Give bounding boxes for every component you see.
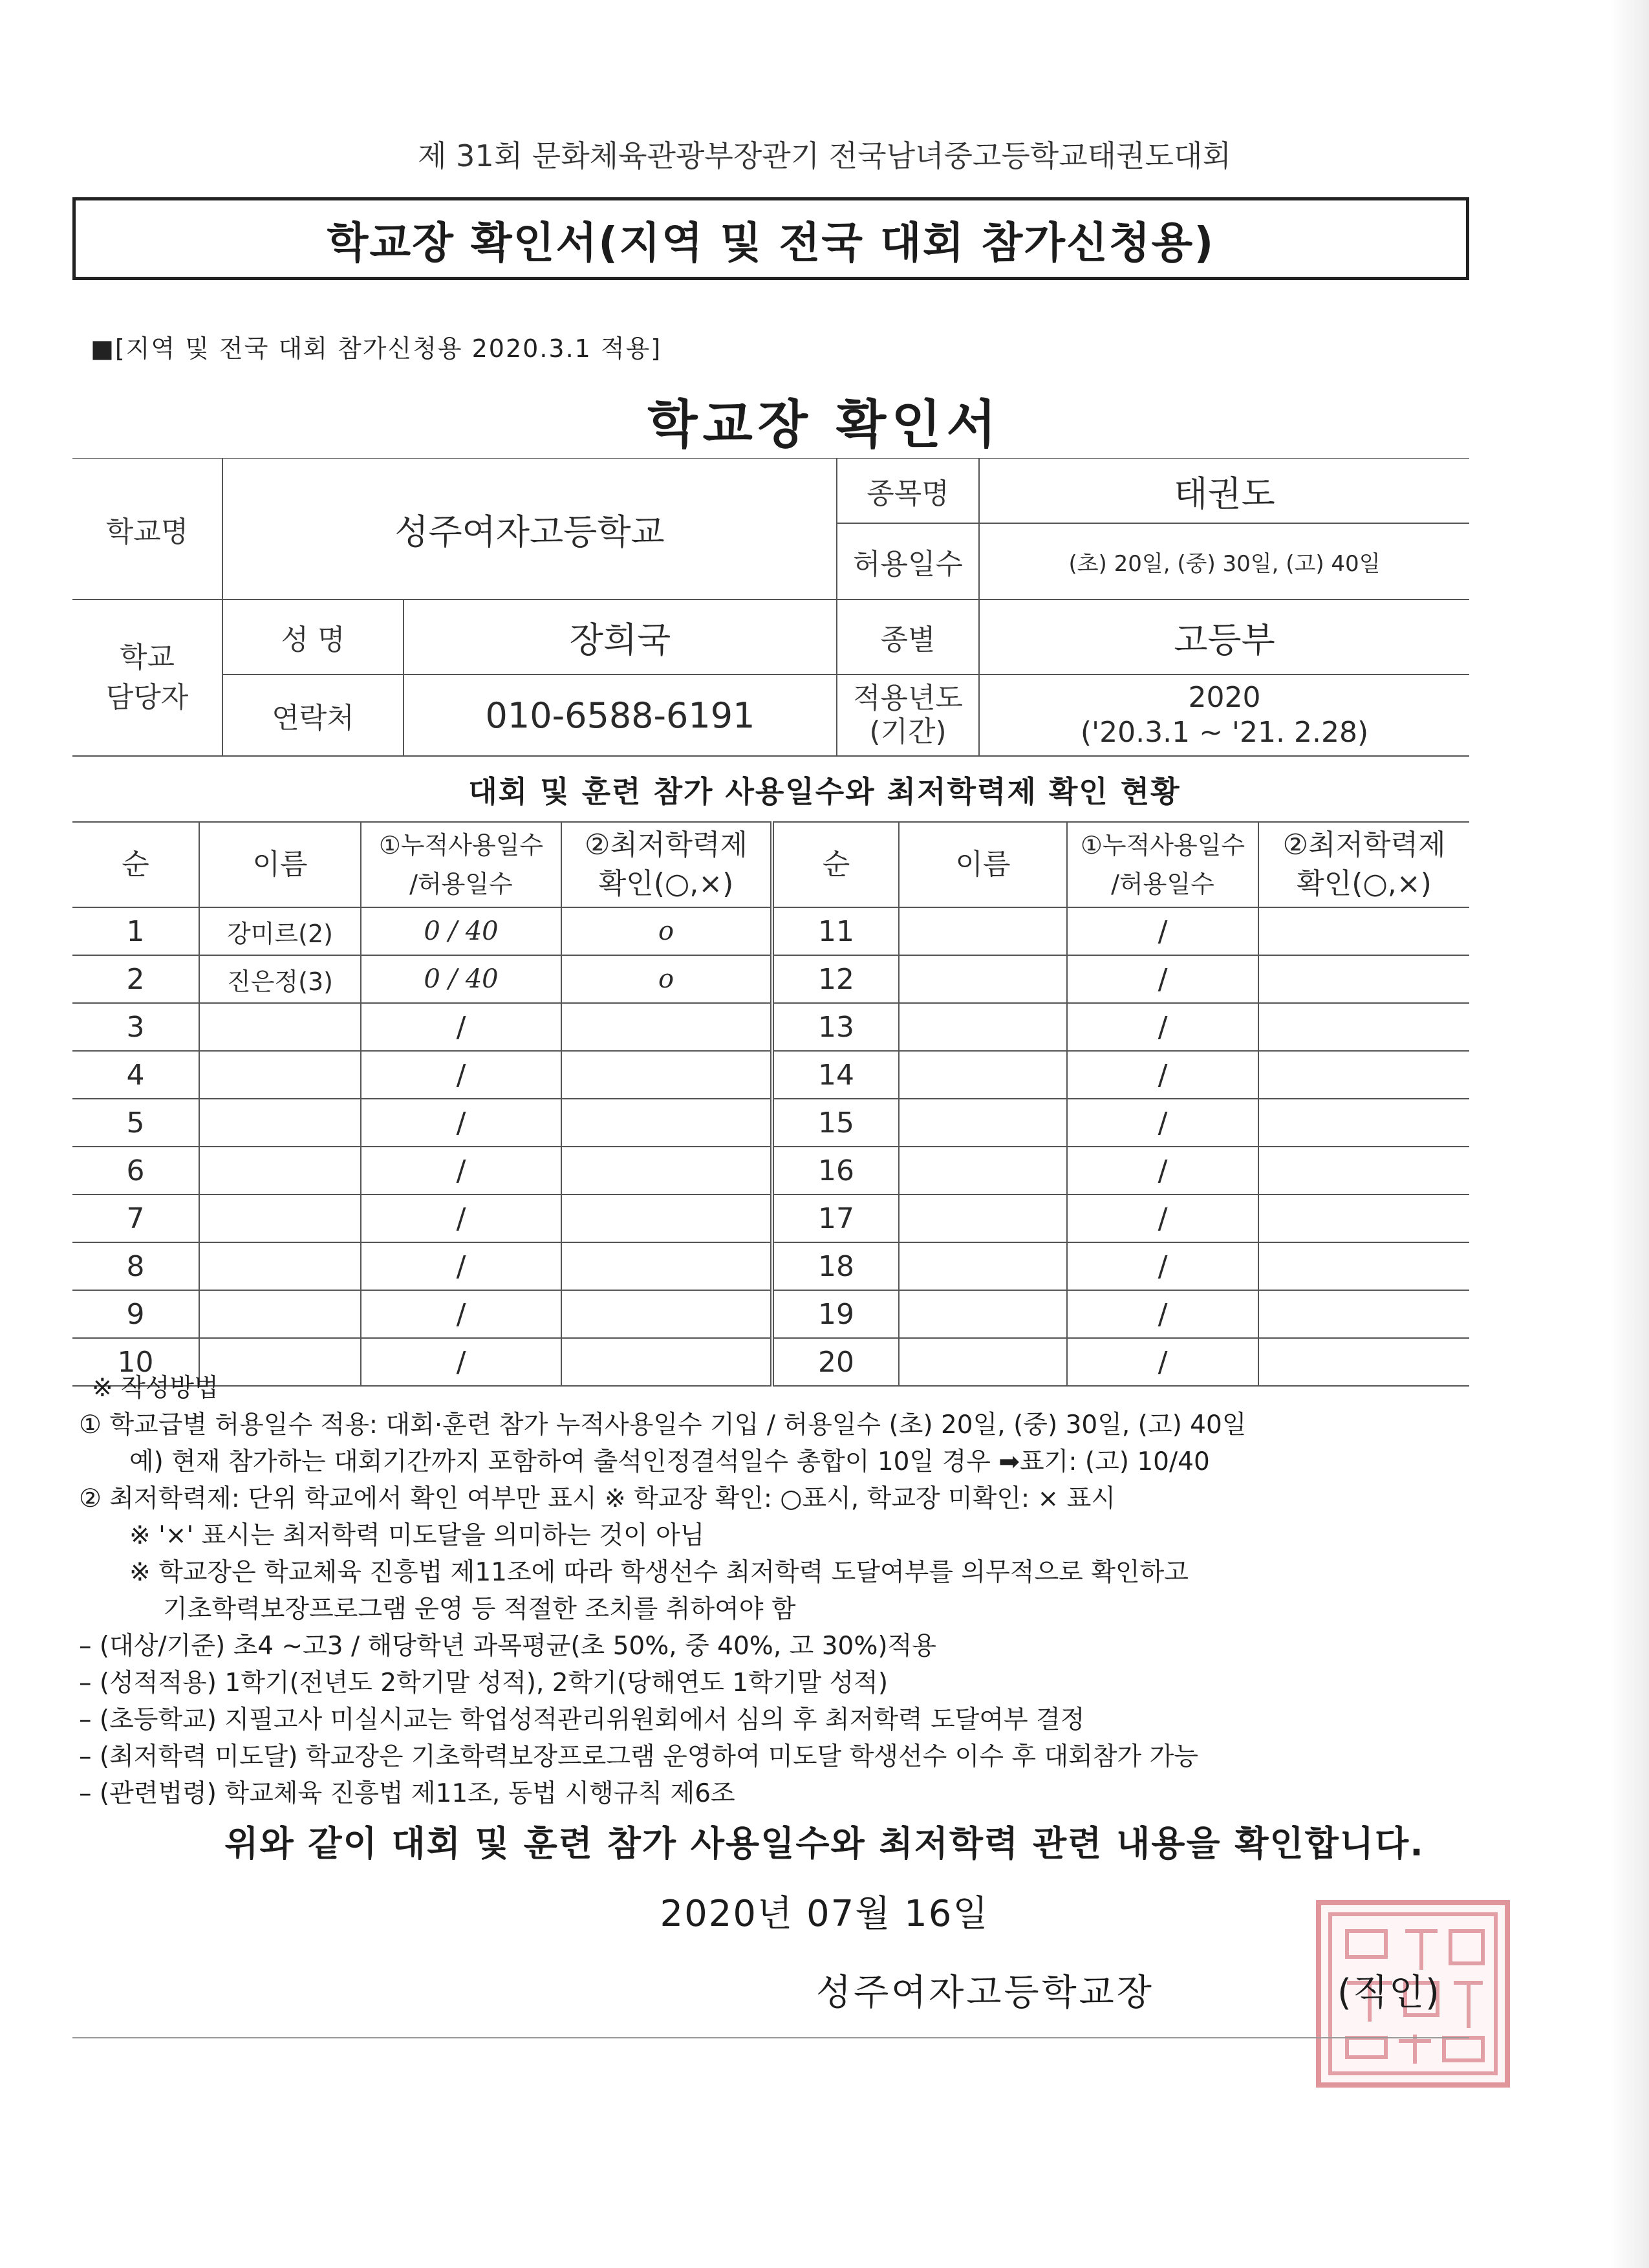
academic-check [561,1194,772,1242]
school-info-table [72,458,1469,757]
name-label: 성 명 [222,599,404,675]
days-used: / [1067,1242,1258,1290]
athlete-name [899,1099,1067,1147]
days-used: 0 / 40 [361,955,561,1003]
academic-check [1258,1242,1469,1290]
athlete-name: 진은정(3) [199,955,361,1003]
instructions-heading: ※ 작성방법 [92,1374,219,1403]
days-used: / [361,1194,561,1242]
academic-check: o [561,955,772,1003]
days-used: / [1067,1147,1258,1194]
academic-check [561,1290,772,1338]
row-no: 2 [72,955,199,1003]
academic-check [1258,1147,1469,1194]
category-label: 종별 [837,599,979,675]
athlete-name [199,1147,361,1194]
issue-date: 2020년 07월 16일 [660,1893,989,1935]
academic-check [561,1242,772,1290]
header-academic-left: ②최저학력제 확인(○,×) [561,822,772,907]
athlete-name [899,1242,1067,1290]
days-used: / [1067,955,1258,1003]
days-used: / [361,1338,561,1386]
row-no: 13 [772,1003,899,1051]
bottom-divider [72,2037,1469,2038]
row-no: 4 [72,1051,199,1099]
instruction-line: ※ '×' 표시는 최저학력 미도달을 의미하는 것이 아님 [129,1521,705,1550]
days-used: / [361,1003,561,1051]
row-no: 12 [772,955,899,1003]
year-value: 2020 ('20.3.1 ~ '21. 2.28) [979,675,1469,756]
row-no: 14 [772,1051,899,1099]
row-no: 20 [772,1338,899,1386]
allowed-days-value: (초) 20일, (중) 30일, (고) 40일 [979,523,1469,599]
instruction-line: 기초학력보장프로그램 운영 등 적절한 조치를 취하여야 함 [163,1595,796,1624]
contact-label: 연락처 [222,675,404,756]
instruction-line: – (대상/기준) 초4 ~고3 / 해당학년 과목평균(초 50%, 중 40%, 고 30%)적용 [79,1632,936,1661]
days-used: / [1067,1290,1258,1338]
athlete-name [199,1290,361,1338]
athlete-name [199,1099,361,1147]
row-no: 6 [72,1147,199,1194]
athlete-name [899,1051,1067,1099]
application-note: ■[지역 및 전국 대회 참가신청용 2020.3.1 적용] [91,334,662,363]
athlete-name [899,1194,1067,1242]
contact-value: 010-6588-6191 [404,675,837,756]
instruction-line: – (관련법령) 학교체육 진흥법 제11조, 동법 시행규칙 제6조 [79,1779,735,1808]
row-no: 1 [72,907,199,955]
row-no: 16 [772,1147,899,1194]
row-no: 18 [772,1242,899,1290]
academic-check [1258,1051,1469,1099]
academic-check [1258,955,1469,1003]
athlete-name [199,1051,361,1099]
academic-check [1258,907,1469,955]
days-used: / [1067,1099,1258,1147]
header-name-left: 이름 [199,822,361,907]
school-value: 성주여자고등학교 [222,459,837,599]
confirmation-statement: 위와 같이 대회 및 훈련 참가 사용일수와 최저학력 관련 내용을 확인합니다. [224,1823,1425,1864]
table-row [72,1003,1469,1051]
academic-check [1258,1290,1469,1338]
header-name-right: 이름 [899,822,1067,907]
row-no: 9 [72,1290,199,1338]
athlete-name [899,955,1067,1003]
days-used: 0 / 40 [361,907,561,955]
row-no: 3 [72,1003,199,1051]
days-used: / [1067,1338,1258,1386]
days-used: / [361,1147,561,1194]
athlete-name [899,1003,1067,1051]
main-title: 학교장 확인서 [647,394,1002,455]
days-used: / [361,1242,561,1290]
header-days-left: ①누적사용일수 /허용일수 [361,822,561,907]
instruction-line: – (최저학력 미도달) 학교장은 기초학력보장프로그램 운영하여 미도달 학생선수 이수 후 대회참가 가능 [79,1742,1198,1771]
athlete-name [199,1242,361,1290]
header-academic-right: ②최저학력제 확인(○,×) [1258,822,1469,907]
header-days-right: ①누적사용일수 /허용일수 [1067,822,1258,907]
athlete-status-table [72,821,1469,1387]
academic-check [561,1099,772,1147]
table-row [72,1290,1469,1338]
event-label: 종목명 [837,459,979,523]
academic-check [1258,1194,1469,1242]
manager-label: 학교 담당자 [72,599,222,756]
principal-name: 성주여자고등학교장 [816,1972,1154,2014]
days-used: / [1067,907,1258,955]
athlete-name [199,1194,361,1242]
row-no: 15 [772,1099,899,1147]
table-row [72,1194,1469,1242]
athlete-name [899,907,1067,955]
header-no-left: 순 [72,822,199,907]
school-label: 학교명 [72,459,222,599]
table-row [72,1051,1469,1099]
days-used: / [361,1290,561,1338]
row-no: 11 [772,907,899,955]
instruction-line: – (성적적용) 1학기(전년도 2학기말 성적), 2학기(당해연도 1학기말 성적) [79,1669,889,1698]
instruction-line: ② 최저학력제: 단위 학교에서 확인 여부만 표시 ※ 학교장 확인: ○표시, 학교장 미확인: × 표시 [79,1484,1116,1513]
table-row [72,1099,1469,1147]
instruction-line: ① 학교급별 허용일수 적용: 대회·훈련 참가 누적사용일수 기입 / 허용일수 (초) 20일, (중) 30일, (고) 40일 [79,1410,1247,1440]
row-no: 19 [772,1290,899,1338]
header-no-right: 순 [772,822,899,907]
table-row [72,1147,1469,1194]
event-value: 태권도 [979,459,1469,523]
category-value: 고등부 [979,599,1469,675]
days-used: / [1067,1194,1258,1242]
competition-title: 제 31회 문화체육관광부장관기 전국남녀중고등학교태권도대회 [418,138,1231,173]
row-no: 17 [772,1194,899,1242]
academic-check [561,1003,772,1051]
days-used: / [361,1051,561,1099]
instructions [79,1370,1476,1812]
table-row [72,955,1469,1003]
athlete-name [199,1003,361,1051]
table-row [72,907,1469,955]
allowed-days-label: 허용일수 [837,523,979,599]
academic-check [561,1147,772,1194]
instruction-line: ※ 학교장은 학교체육 진흥법 제11조에 따라 학생선수 최저학력 도달여부를 의무적으로 확인하고 [129,1558,1189,1587]
row-no: 10 [72,1338,199,1386]
academic-check [1258,1099,1469,1147]
year-label: 적용년도 (기간) [837,675,979,756]
athlete-name [899,1290,1067,1338]
document-title-box: 학교장 확인서(지역 및 전국 대회 참가신청용) [72,197,1469,280]
row-no: 5 [72,1099,199,1147]
instruction-line: 예) 현재 참가하는 대회기간까지 포함하여 출석인정결석일수 총합이 10일 경우 ➡표기: (고) 10/40 [129,1447,1210,1476]
row-no: 8 [72,1242,199,1290]
row-no: 7 [72,1194,199,1242]
seal-label: (직인) [1337,1972,1441,2014]
academic-check [561,1051,772,1099]
manager-name-value: 장희국 [404,599,837,675]
status-subtitle: 대회 및 훈련 참가 사용일수와 최저학력제 확인 현황 [468,774,1181,809]
days-used: / [1067,1003,1258,1051]
table-row [72,1242,1469,1290]
athlete-name: 강미르(2) [199,907,361,955]
days-used: / [1067,1051,1258,1099]
academic-check: o [561,907,772,955]
days-used: / [361,1099,561,1147]
athlete-name [899,1147,1067,1194]
instruction-line: – (초등학교) 지필고사 미실시교는 학업성적관리위원회에서 심의 후 최저학력 도달여부 결정 [79,1705,1085,1734]
academic-check [1258,1003,1469,1051]
